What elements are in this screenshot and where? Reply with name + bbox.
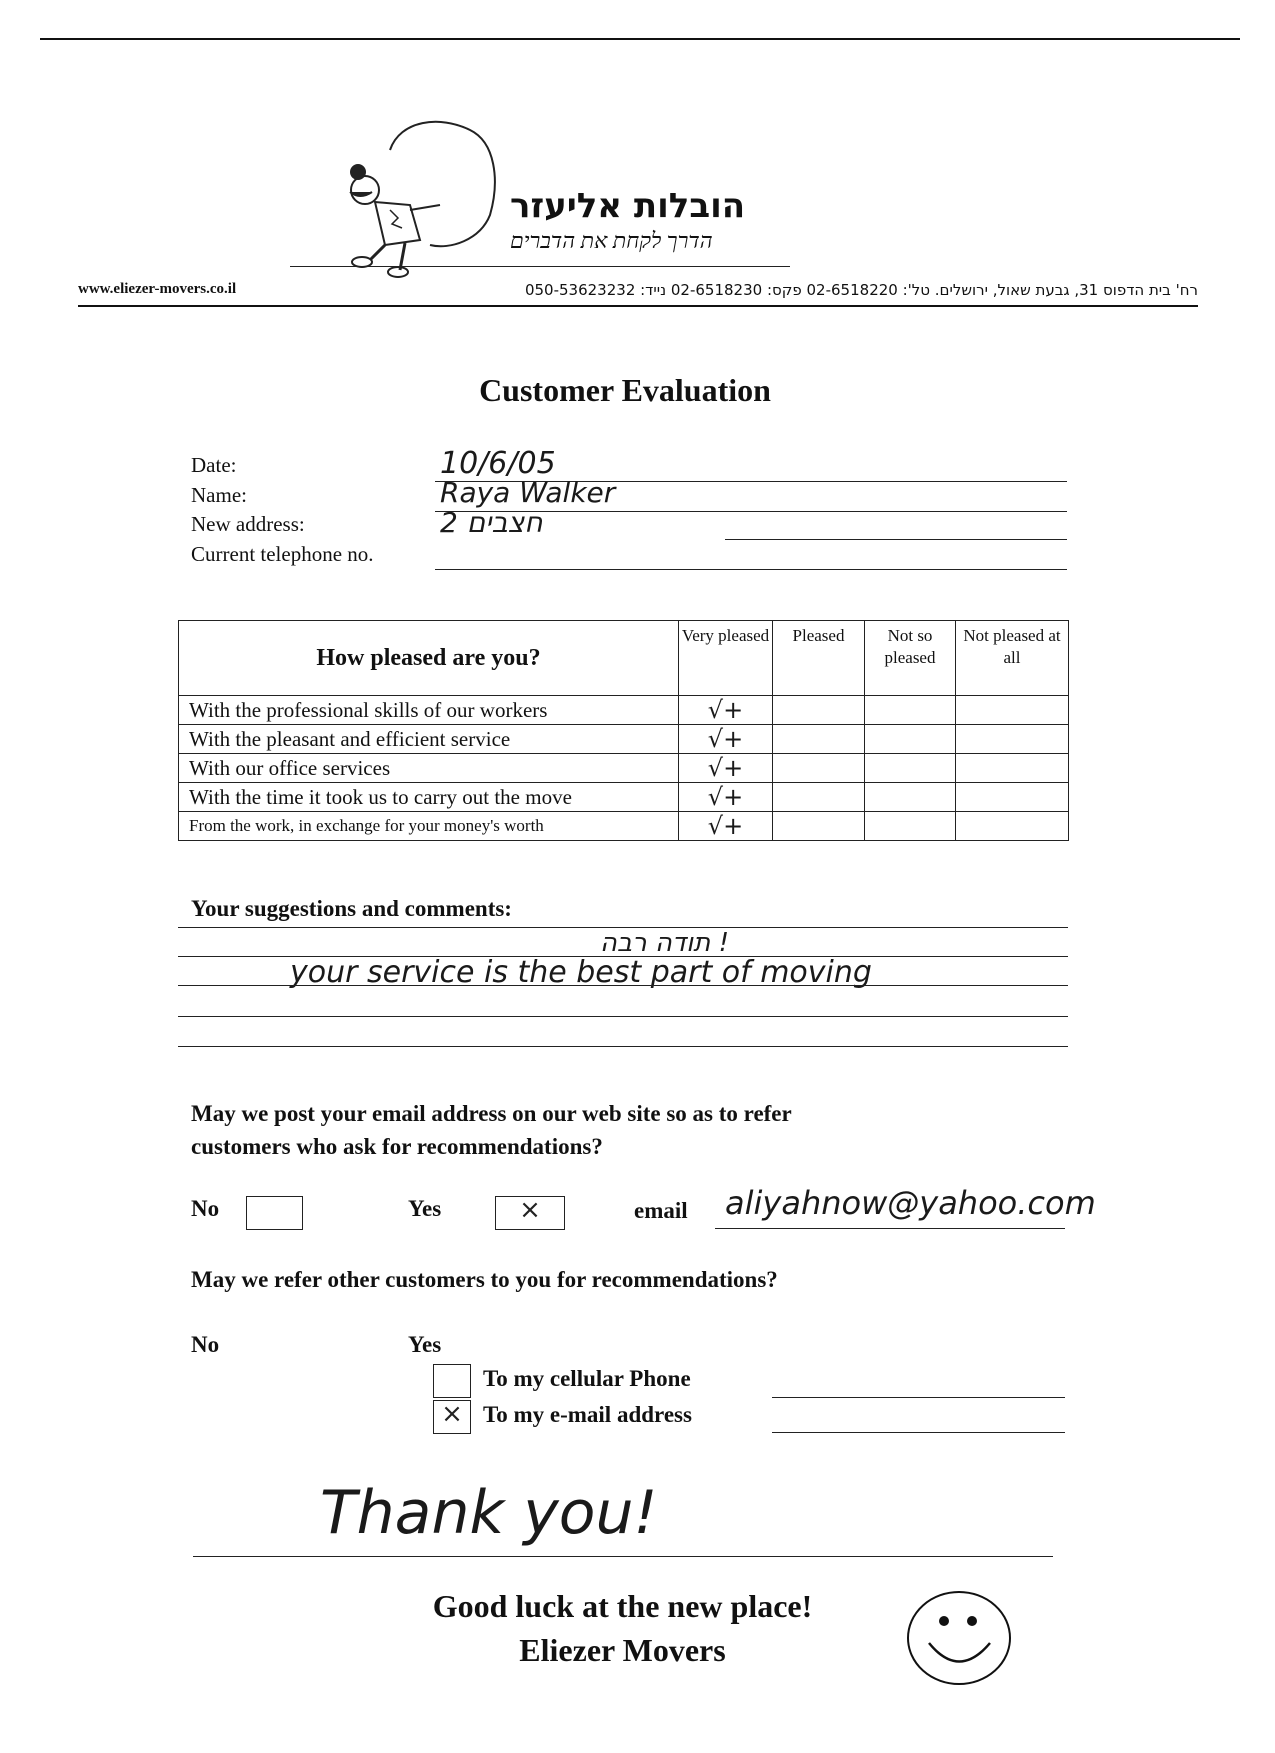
- col-not-pleased-at-all: Not pleased at all: [956, 621, 1069, 696]
- rating-question: How pleased are you?: [179, 621, 679, 696]
- row-label: With our office services: [179, 754, 679, 783]
- company-address: רח' בית הדפוס 31, גבעת שאול, ירושלים. טל': 02-6518220 פקס: 02-6518230 נייד: 050-53623232: [524, 281, 1198, 299]
- col-pleased: Pleased: [773, 621, 865, 696]
- row-label: From the work, in exchange for your money's worth: [179, 812, 679, 841]
- rating-cell-not-so-pleased[interactable]: [865, 696, 956, 725]
- rating-cell-not-so-pleased[interactable]: [865, 754, 956, 783]
- company-slogan: הדרך לקחת את הדברים: [510, 228, 713, 253]
- rating-cell-very-pleased[interactable]: √+: [679, 783, 773, 812]
- refer-email-line: [772, 1432, 1065, 1433]
- table-row: [179, 812, 1069, 841]
- rating-cell-not-pleased[interactable]: [956, 696, 1069, 725]
- closing-message: Good luck at the new place!: [432, 1588, 813, 1624]
- new-address-label: New address:: [191, 512, 305, 536]
- new-address-value[interactable]: חצבים 2: [440, 506, 543, 539]
- comment-text-english[interactable]: your service is the best part of moving: [290, 955, 872, 990]
- rating-cell-not-pleased[interactable]: [956, 812, 1069, 841]
- email-post-yes-checkbox[interactable]: ×: [495, 1196, 565, 1230]
- col-not-so-pleased: Not so pleased: [865, 621, 956, 696]
- rating-table: [178, 620, 1069, 841]
- comments-heading: Your suggestions and comments:: [191, 896, 512, 921]
- refer-question: May we refer other customers to you for recommendations?: [191, 1267, 778, 1292]
- signature-line: [193, 1556, 1053, 1557]
- rating-cell-pleased[interactable]: [773, 754, 865, 783]
- rating-cell-very-pleased[interactable]: √+: [679, 812, 773, 841]
- refer-email-checkbox[interactable]: ×: [433, 1400, 471, 1434]
- refer-phone-checkbox[interactable]: [433, 1364, 471, 1398]
- table-row: [179, 754, 1069, 783]
- name-label: Name:: [191, 483, 247, 507]
- rating-cell-not-pleased[interactable]: [956, 725, 1069, 754]
- comment-line: [178, 1016, 1068, 1017]
- refer-no-label: No: [191, 1332, 220, 1357]
- row-label: With the time it took us to carry out the move: [179, 783, 679, 812]
- date-value[interactable]: 10/6/05: [440, 446, 556, 481]
- rating-cell-very-pleased[interactable]: √+: [679, 725, 773, 754]
- table-row: [179, 783, 1069, 812]
- telephone-label: Current telephone no.: [191, 542, 374, 566]
- rating-cell-pleased[interactable]: [773, 725, 865, 754]
- email-post-no-checkbox[interactable]: [246, 1196, 303, 1230]
- email-post-question-2: customers who ask for recommendations?: [191, 1134, 603, 1159]
- rating-cell-very-pleased[interactable]: √+: [679, 696, 773, 725]
- refer-phone-line: [772, 1397, 1065, 1398]
- comment-text-hebrew[interactable]: ! תודה רבה: [600, 928, 729, 958]
- rating-cell-pleased[interactable]: [773, 783, 865, 812]
- rating-cell-not-so-pleased[interactable]: [865, 783, 956, 812]
- smiley-face-icon: [904, 1588, 1014, 1688]
- mover-mascot-logo: [330, 110, 510, 280]
- closing-signoff: Eliezer Movers: [519, 1632, 726, 1668]
- email-value[interactable]: aliyahnow@yahoo.com: [725, 1184, 1096, 1222]
- logo-underline: [290, 266, 790, 267]
- email-post-yes-label: Yes: [408, 1196, 442, 1221]
- rating-cell-not-pleased[interactable]: [956, 754, 1069, 783]
- refer-yes-label: Yes: [408, 1332, 442, 1357]
- row-label: With the pleasant and efficient service: [179, 725, 679, 754]
- comment-line: [178, 1046, 1068, 1047]
- refer-email-label: To my e-mail address: [483, 1402, 692, 1427]
- row-label: With the professional skills of our workers: [179, 696, 679, 725]
- comment-line: [178, 985, 1068, 986]
- company-name-hebrew: הובלות אליעזר: [510, 186, 746, 226]
- rating-cell-very-pleased[interactable]: √+: [679, 754, 773, 783]
- refer-phone-label: To my cellular Phone: [483, 1366, 691, 1391]
- rating-cell-not-so-pleased[interactable]: [865, 812, 956, 841]
- name-value[interactable]: Raya Walker: [440, 476, 616, 509]
- new-address-line: [725, 539, 1067, 540]
- rating-cell-not-pleased[interactable]: [956, 783, 1069, 812]
- form-title: Customer Evaluation: [479, 372, 771, 408]
- website-link[interactable]: www.eliezer-movers.co.il: [78, 281, 237, 297]
- rating-cell-pleased[interactable]: [773, 812, 865, 841]
- header-divider: [78, 305, 1198, 307]
- rating-cell-not-so-pleased[interactable]: [865, 725, 956, 754]
- table-row: [179, 696, 1069, 725]
- email-post-no-label: No: [191, 1196, 220, 1221]
- rating-cell-pleased[interactable]: [773, 696, 865, 725]
- telephone-line: [435, 569, 1067, 570]
- email-line: [715, 1228, 1065, 1229]
- date-label: Date:: [191, 453, 237, 477]
- email-label: email: [634, 1198, 688, 1223]
- table-row: [179, 725, 1069, 754]
- col-very-pleased: Very pleased: [679, 621, 773, 696]
- top-border-line: [40, 38, 1240, 40]
- email-post-question-1: May we post your email address on our web site so as to refer: [191, 1101, 792, 1126]
- signature-text: Thank you!: [320, 1478, 658, 1548]
